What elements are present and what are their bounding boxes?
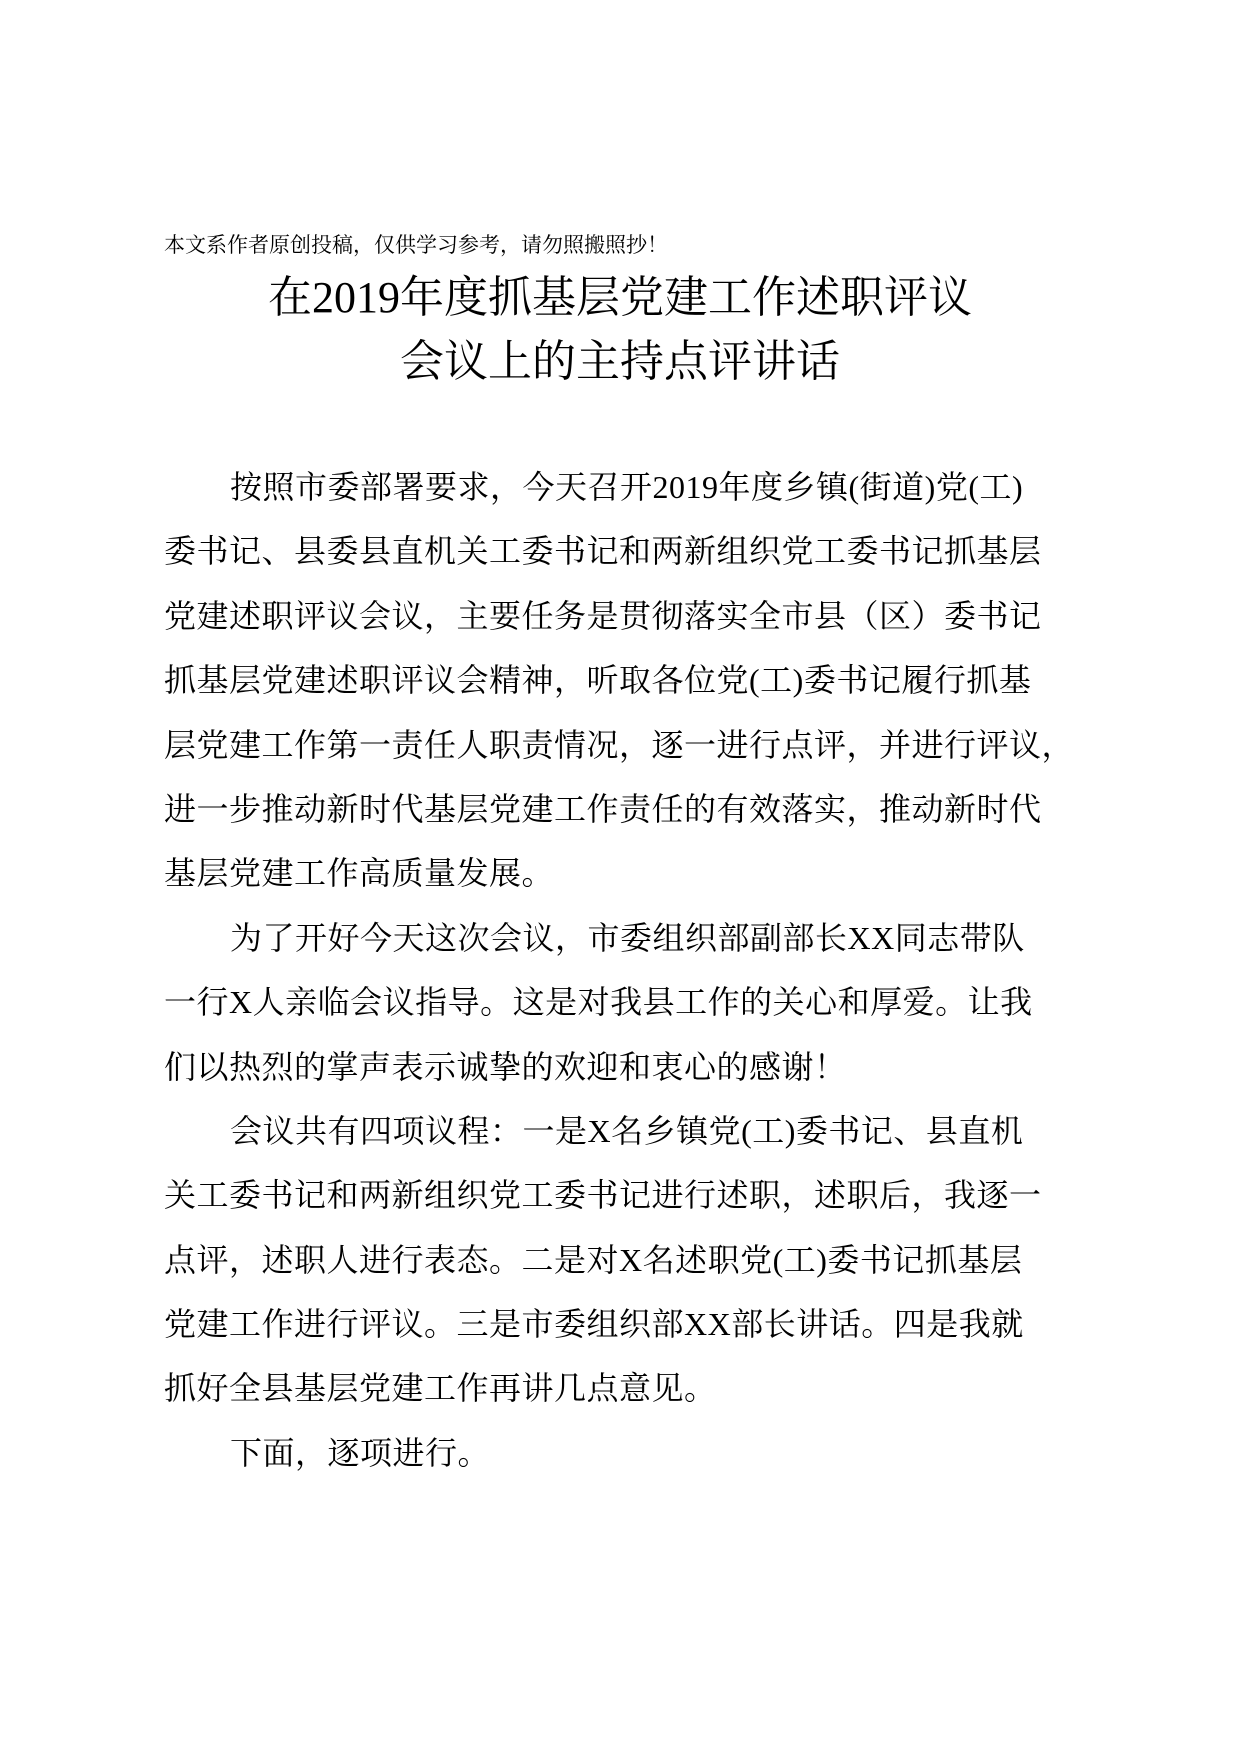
text-line: 党建述职评议会议，主要任务是贯彻落实全市县（区）委书记: [164, 597, 1042, 634]
text-line: 关工委书记和两新组织党工委书记进行述职，述职后，我逐一: [164, 1177, 1042, 1214]
paragraph-4: [164, 1431, 1124, 1495]
text-line: 抓好全县基层党建工作再讲几点意见。: [164, 1370, 717, 1407]
paragraph-2: [164, 916, 1124, 1109]
text-line: 按照市委部署要求，今天召开2019年度乡镇(街道)党(工): [230, 469, 1024, 505]
text-line: 抓基层党建述职评议会精神，听取各位党(工)委书记履行抓基: [164, 662, 1032, 699]
text-line: 进一步推动新时代基层党建工作责任的有效落实，推动新时代: [164, 790, 1042, 827]
text-line: 点评，述职人进行表态。二是对X名述职党(工)委书记抓基层: [164, 1241, 1023, 1278]
text-line: 委书记、县委县直机关工委书记和两新组织党工委书记抓基层: [164, 533, 1042, 570]
text-line: 会议共有四项议程：一是X名乡镇党(工)委书记、县直机: [230, 1112, 1024, 1149]
document-body: [164, 465, 1124, 1495]
text-line: 们以热烈的掌声表示诚挚的欢迎和衷心的感谢！: [164, 1048, 847, 1085]
text-line: 层党建工作第一责任人职责情况，逐一进行点评，并进行评议，: [164, 726, 1075, 763]
text-line: 党建工作进行评议。三是市委组织部XX部长讲话。四是我就: [164, 1306, 1024, 1343]
paragraph-3: [164, 1109, 1124, 1431]
title-line-2: 会议上的主持点评讲话: [400, 337, 840, 386]
text-line: 下面，逐项进行。: [230, 1434, 491, 1471]
text-line: 为了开好今天这次会议，市委组织部副部长XX同志带队: [230, 919, 1025, 956]
text-line: 一行X人亲临会议指导。这是对我县工作的关心和厚爱。让我: [164, 984, 1033, 1021]
text-line: 基层党建工作高质量发展。: [164, 855, 555, 892]
copyright-notice: 本文系作者原创投稿，仅供学习参考，请勿照搬照抄！: [164, 234, 668, 257]
paragraph-1: [164, 465, 1124, 916]
title-line-1: 在2019年度抓基层党建工作述职评议: [268, 273, 972, 322]
